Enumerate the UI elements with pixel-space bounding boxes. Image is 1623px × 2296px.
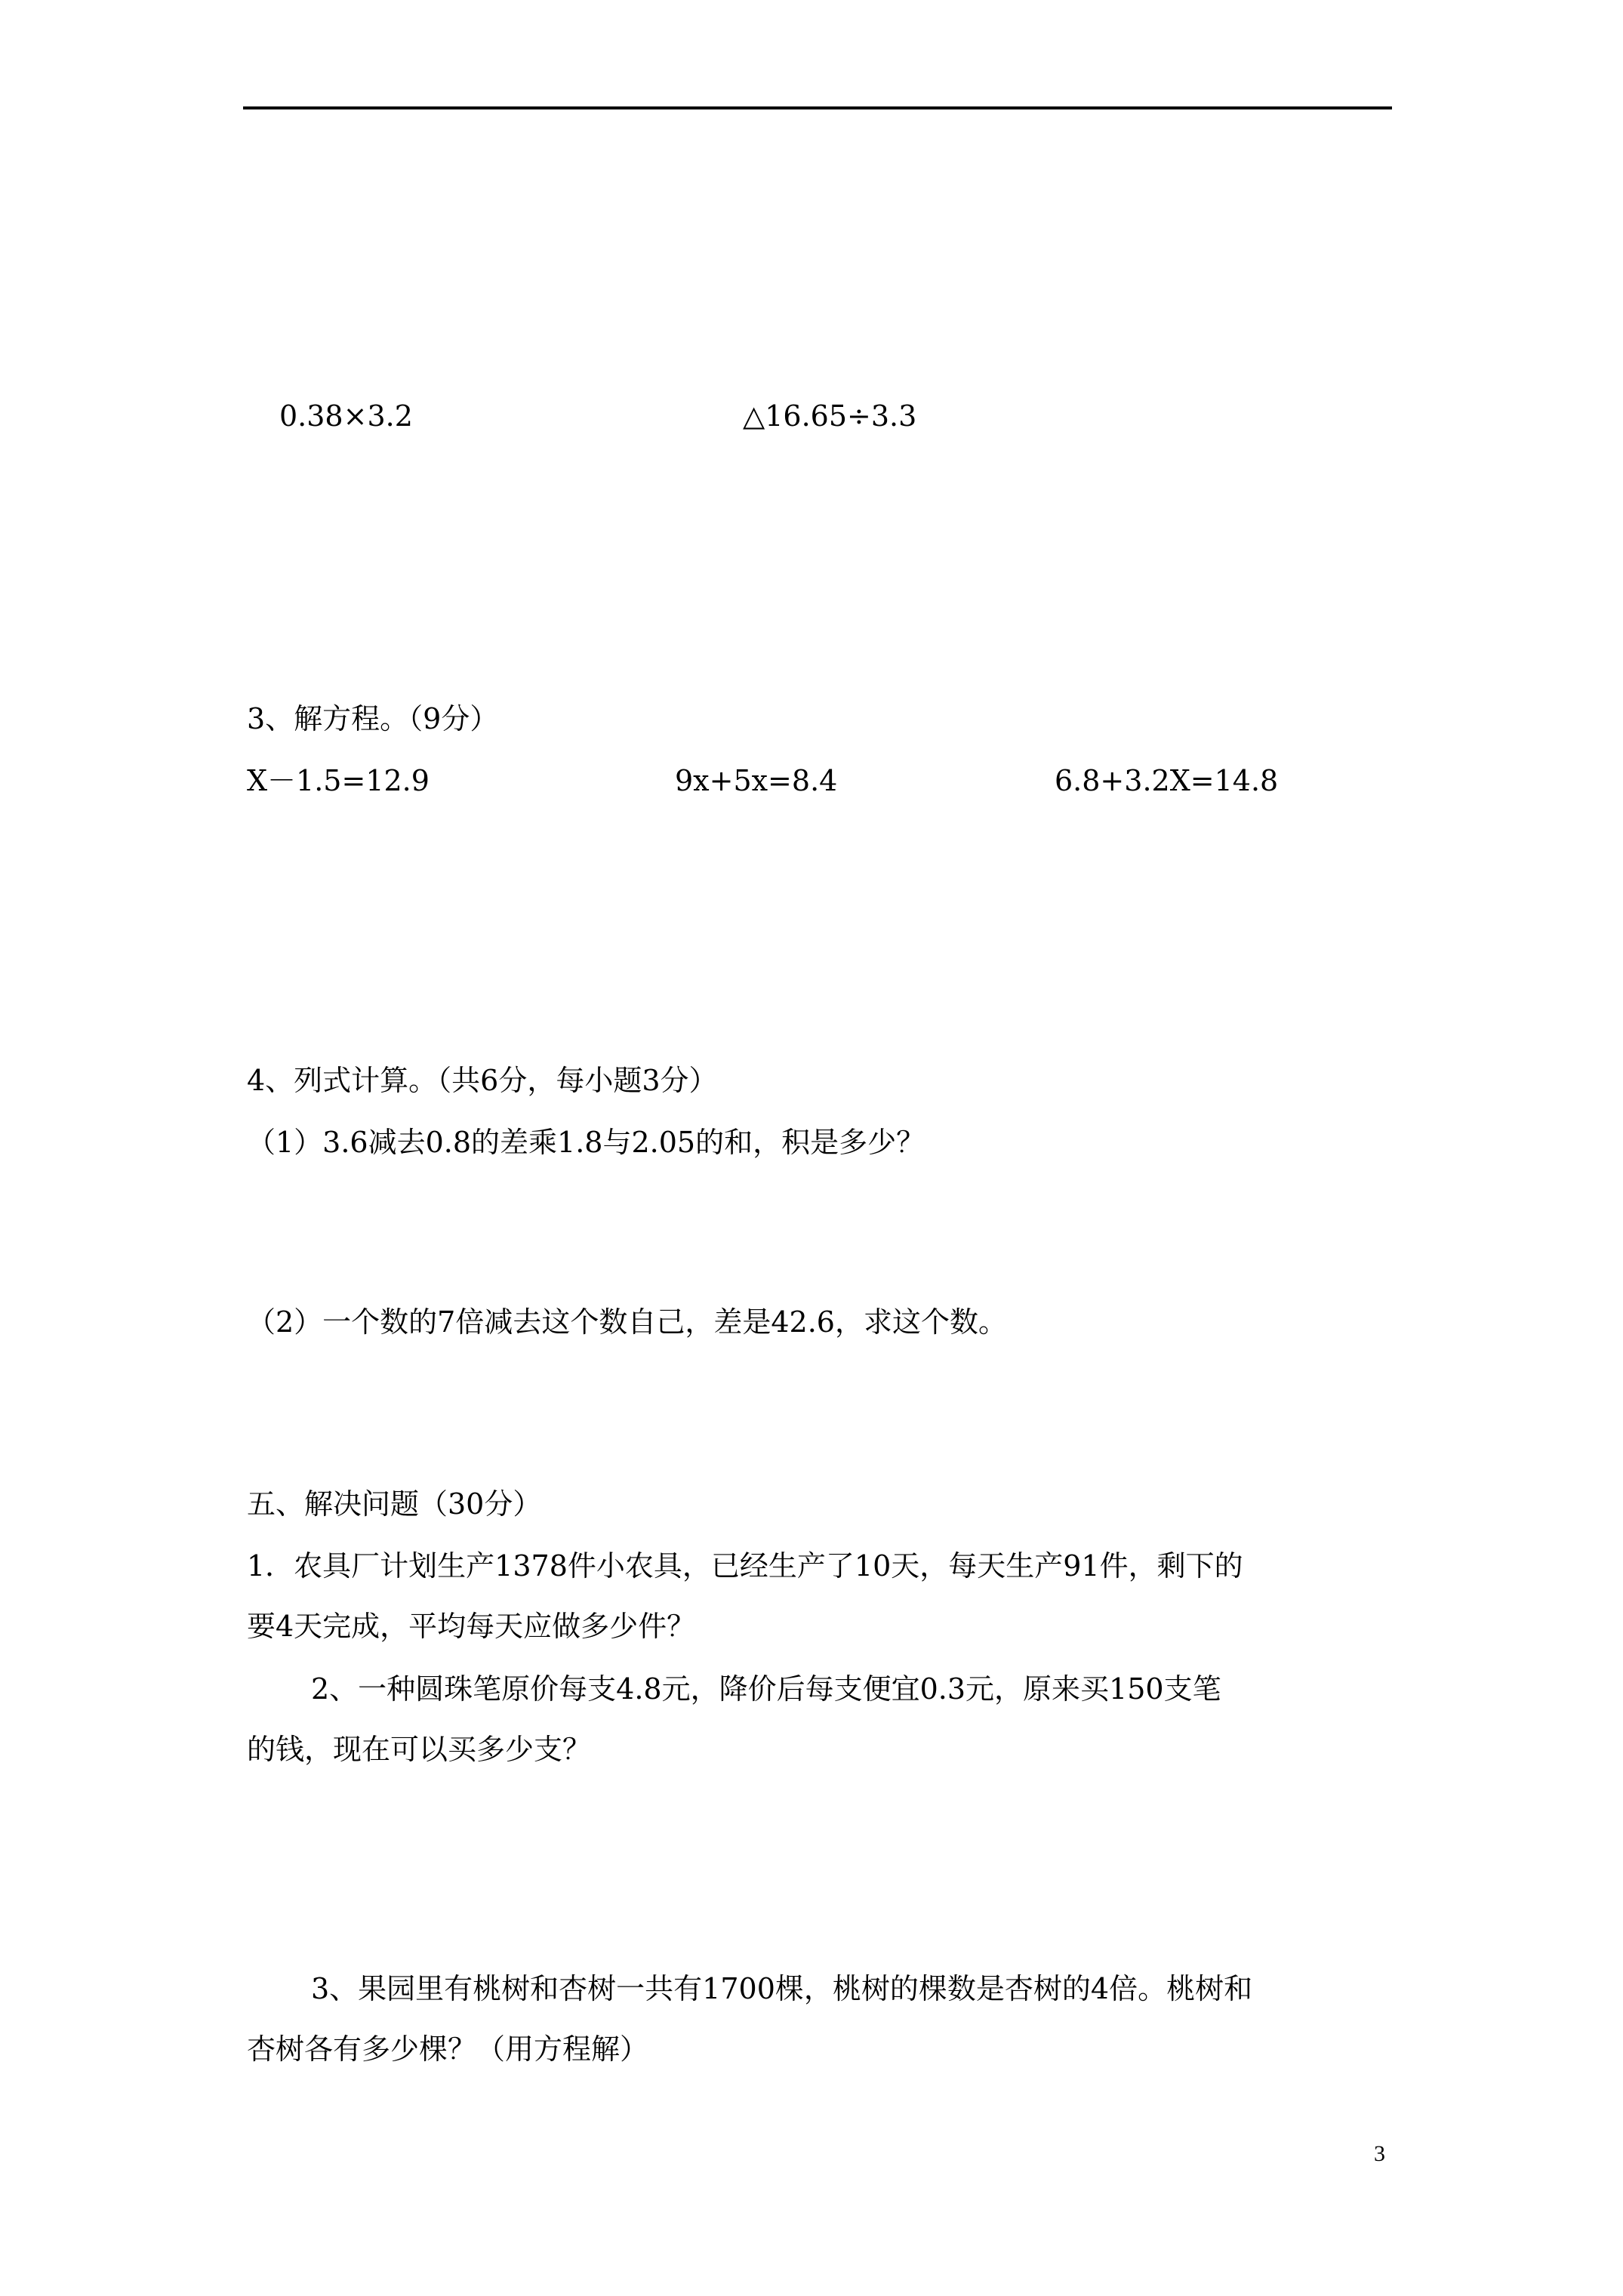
section-4-item-1: （1）3.6减去0.8的差乘1.8与2.05的和，积是多少？ bbox=[247, 1126, 925, 1159]
section-4-item-2: （2）一个数的7倍减去这个数自己，差是42.6，求这个数。 bbox=[247, 1305, 1007, 1339]
page-number: 3 bbox=[1374, 2141, 1385, 2166]
section-5-heading: 五、解决问题（30分） bbox=[247, 1487, 542, 1521]
problem-3-line-1: 3、果园里有桃树和杏树一共有1700棵，桃树的棵数是杏树的4倍。桃树和 bbox=[311, 1972, 1253, 2005]
problem-3-line-2: 杏树各有多少棵？（用方程解） bbox=[247, 2032, 649, 2066]
section-4-heading: 4、列式计算。（共6分，每小题3分） bbox=[247, 1064, 718, 1097]
problem-2-line-1: 2、一种圆珠笔原价每支4.8元，降价后每支便宜0.3元，原来买150支笔 bbox=[311, 1672, 1221, 1706]
calc-item-left: 0.38×3.2 bbox=[279, 399, 413, 433]
problem-2-line-2: 的钱，现在可以买多少支？ bbox=[247, 1733, 592, 1766]
problem-1-line-1: 1．农具厂计划生产1378件小农具，已经生产了10天，每天生产91件，剩下的 bbox=[247, 1549, 1243, 1583]
equation-1: X－1.5=12.9 bbox=[247, 764, 430, 797]
equation-2: 9x+5x=8.4 bbox=[675, 764, 838, 797]
calc-item-right: △16.65÷3.3 bbox=[743, 399, 917, 433]
problem-1-line-2: 要4天完成，平均每天应做多少件？ bbox=[247, 1610, 696, 1643]
section-3-heading: 3、解方程。（9分） bbox=[247, 702, 499, 735]
header-rule bbox=[243, 106, 1392, 109]
equation-3: 6.8+3.2X=14.8 bbox=[1055, 764, 1279, 797]
